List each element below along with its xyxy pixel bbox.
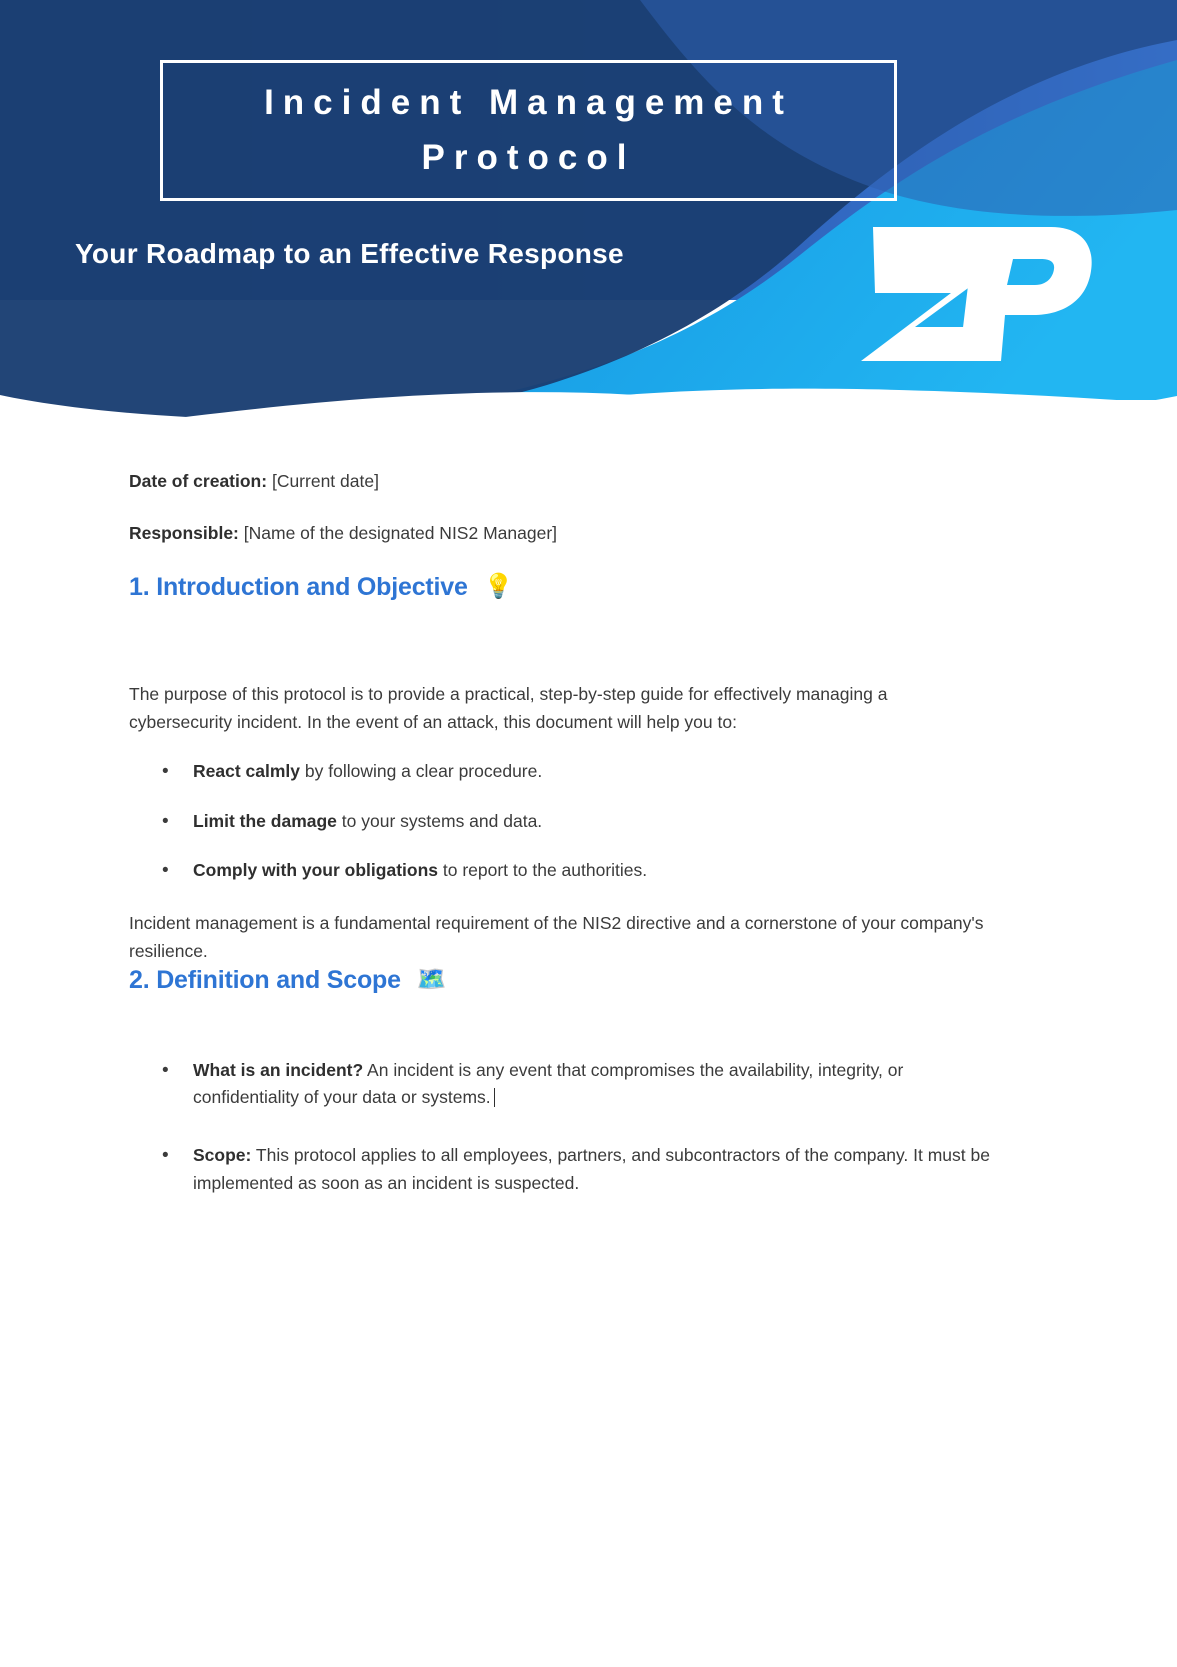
document-body bbox=[0, 430, 1177, 1227]
text-cursor bbox=[494, 1088, 495, 1107]
document-title-box bbox=[160, 60, 897, 201]
list-item bbox=[193, 1057, 992, 1112]
list-item bbox=[193, 758, 992, 786]
document-subtitle: Your Roadmap to an Effective Response bbox=[75, 238, 624, 269]
list-item-lead: What is an incident? bbox=[193, 1059, 364, 1080]
list-item bbox=[193, 857, 992, 885]
page-title: Incident Management Protocol bbox=[264, 83, 793, 177]
list-item-lead: Comply with your obligations bbox=[193, 860, 438, 881]
document-metadata bbox=[129, 468, 1048, 547]
section-1-bullet-list bbox=[0, 758, 1177, 885]
document-header-banner bbox=[0, 0, 1177, 430]
list-item bbox=[193, 1142, 992, 1197]
map-icon: 🗺️ bbox=[416, 966, 447, 994]
list-item-text: to your systems and data. bbox=[336, 810, 543, 831]
list-item-text: This protocol applies to all employees, partners, and subcontractors of the company. It must be implemented as soon as an incident is suspected. bbox=[193, 1145, 990, 1193]
section-2-title: 2. Definition and Scope bbox=[129, 965, 401, 994]
list-item-lead: Scope: bbox=[193, 1145, 252, 1166]
zp-logo bbox=[855, 215, 1095, 370]
list-item-lead: Limit the damage bbox=[193, 810, 337, 831]
meta-responsible-label: Responsible: bbox=[129, 523, 239, 544]
meta-date-line bbox=[129, 468, 1048, 494]
lightbulb-icon: 💡 bbox=[483, 573, 514, 600]
list-item-text: An incident is any event that compromises the availability, integrity, or confidentiality of your data or systems. bbox=[193, 1059, 904, 1108]
meta-date-label: Date of creation: bbox=[129, 471, 268, 491]
list-item-lead: React calmly bbox=[193, 761, 301, 782]
list-item-text: to report to the authorities. bbox=[438, 860, 648, 881]
meta-responsible-line bbox=[129, 520, 1048, 546]
section-1-closing-paragraph: Incident management is a fundamental requirement of the NIS2 directive and a cornerstone of your company's resilience. bbox=[129, 913, 984, 962]
zp-logo-icon bbox=[855, 215, 1095, 370]
list-item bbox=[193, 808, 992, 836]
section-2-bullet-list bbox=[0, 1057, 1177, 1198]
section-heading-introduction bbox=[129, 573, 1177, 602]
section-heading-definition-scope bbox=[129, 966, 1177, 995]
meta-date-value: [Current date] bbox=[271, 471, 379, 491]
meta-responsible-value: [Name of the designated NIS2 Manager] bbox=[243, 523, 558, 544]
section-1-title: 1. Introduction and Objective bbox=[129, 572, 468, 601]
section-1-intro-paragraph: The purpose of this protocol is to provide a practical, step-by-step guide for effectively managing a cybersecurity incident. In the event of an attack, this document will help you to: bbox=[129, 683, 888, 732]
list-item-text: by following a clear procedure. bbox=[300, 761, 543, 782]
